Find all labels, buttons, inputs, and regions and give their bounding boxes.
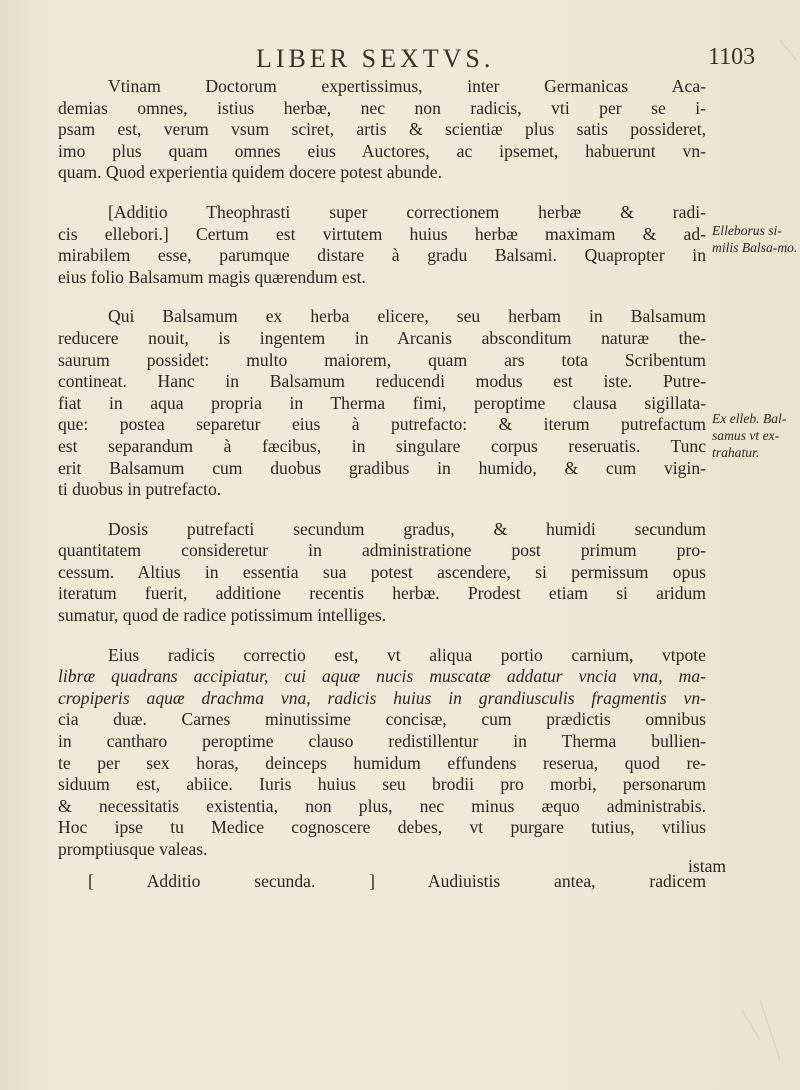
text-line: Vtinam Doctorum expertissimus, inter Germanicas Aca- [108, 76, 706, 96]
paragraph-3 [58, 306, 706, 500]
text-line: mirabilem esse, parumque distare à gradu Balsami. Quapropter in [58, 245, 706, 266]
text-line: promptiusque valeas. [58, 839, 208, 859]
text-line: Dosis putrefacti secundum gradus, & humidi secundum [108, 518, 706, 539]
body-text [58, 76, 706, 896]
text-line: ti duobus in putrefacto. [58, 479, 222, 500]
text-line: libræ quadrans accipiatur, cui aquæ nucis muscatæ addatur vncia vna, ma- [58, 666, 706, 687]
paragraph-2 [58, 202, 706, 288]
text-line: siduum est, abiice. Iuris huius seu brodii pro morbi, personarum [58, 774, 706, 795]
paragraph-4 [58, 519, 706, 627]
text-line: erit Balsamum cum duobus gradibus in humido, & cum vigin- [58, 457, 706, 478]
text-line: psam est, verum vsum sciret, artis & scientiæ plus satis possideret, [58, 119, 706, 140]
text-line: cia duæ. Carnes minutissime concisæ, cum prædictis omnibus [58, 709, 706, 730]
text-line: Qui Balsamum ex herba elicere, seu herbam in Balsamum [108, 306, 706, 327]
text-line: quam. Quod experientia quidem docere potest abunde. [58, 162, 443, 183]
margin-note: Elleborus si-milis Balsa-mo. [712, 223, 798, 255]
text-line: imo plus quam omnes eius Auctores, ac ipsemet, habuerunt vn- [58, 140, 706, 161]
text-line: [Additio Theophrasti super correctionem herbæ & radi- [108, 201, 706, 222]
text-line: Eius radicis correctio est, vt aliqua portio carnium, vtpote [108, 644, 706, 665]
page-number: 1103 [708, 44, 756, 70]
text-line: fiat in aqua propria in Therma fimi, peroptime clausa sigillata- [58, 392, 706, 413]
text-line: demias omnes, istius herbæ, nec non radicis, vti per se i- [58, 97, 706, 118]
text-line: contineat. Hanc in Balsamum reducendi modus est iste. Putre- [58, 371, 706, 392]
text-line: te per sex horas, deinceps humidum effundens reserua, quod re- [58, 752, 706, 773]
text-line: [ Additio secunda. ] Audiuistis antea, radicem [88, 870, 706, 891]
paragraph-5 [58, 645, 706, 861]
text-line: reducere nouit, is ingentem in Arcanis absconditum naturæ the- [58, 327, 706, 348]
text-line: in cantharo peroptime clauso redistillentur in Therma bullien- [58, 731, 706, 752]
text-line: cropiperis aquæ drachma vna, radicis huius in grandiusculis fragmentis vn- [58, 687, 706, 708]
margin-note: Ex elleb. Bal-samus vt ex-trahatur. [712, 411, 787, 460]
catchword: istam [688, 856, 727, 876]
text-line: & necessitatis existentia, non plus, nec minus æquo administrabis. [58, 795, 706, 816]
paragraph-6 [58, 871, 706, 893]
text-line: eius folio Balsamum magis quærendum est. [58, 266, 366, 287]
text-line: que: postea separetur eius à putrefacto: & iterum putrefactum [58, 414, 706, 435]
text-line: saurum possidet: multo maiorem, quam ars tota Scribentum [58, 349, 706, 370]
paragraph-1 [58, 76, 706, 184]
text-line: iteratum fuerit, additione recentis herbæ. Prodest etiam si aridum [58, 583, 706, 604]
page-header [0, 44, 800, 74]
text-line: Hoc ipse tu Medice cognoscere debes, vt purgare tutius, vtilius [58, 817, 706, 838]
text-line: sumatur, quod de radice potissimum intelliges. [58, 605, 387, 626]
running-head: LIBER SEXTVS. [256, 44, 495, 73]
text-line: quantitatem consideretur in administratione post primum pro- [58, 540, 706, 561]
text-line: cis ellebori.] Certum est virtutem huius herbæ maximam & ad- [58, 223, 706, 244]
text-line: est separandum à fæcibus, in singulare corpus reseruatis. Tunc [58, 435, 706, 456]
text-line: cessum. Altius in essentia sua potest ascendere, si permissum opus [58, 561, 706, 582]
